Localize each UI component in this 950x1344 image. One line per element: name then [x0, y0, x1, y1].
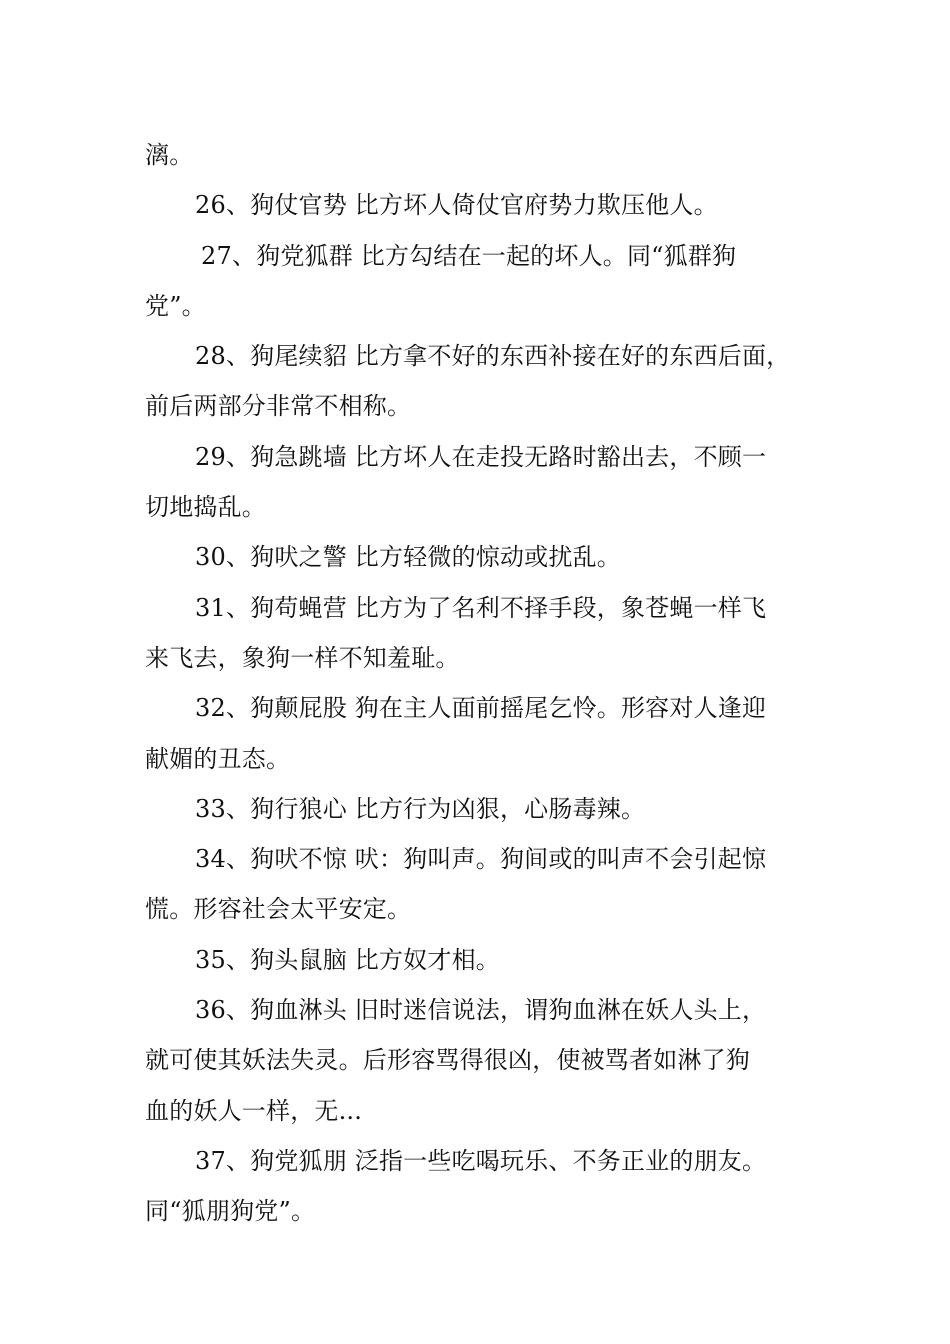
text-line: 血的妖人一样，无...: [145, 1096, 363, 1125]
text-line: 28、狗尾续貂 比方拿不好的东西补接在好的东西后面，: [195, 342, 791, 371]
text-line: 党”。: [145, 291, 206, 320]
text-line: 献媚的丑态。: [145, 744, 291, 773]
text-line: 31、狗苟蝇营 比方为了名利不择手段，象苍蝇一样飞: [195, 593, 767, 622]
text-line: 29、狗急跳墙 比方坏人在走投无路时豁出去，不顾一: [195, 442, 767, 471]
text-line: 37、狗党狐朋 泛指一些吃喝玩乐、不务正业的朋友。: [195, 1146, 767, 1175]
text-line: 同“狐朋狗党”。: [145, 1197, 316, 1226]
text-line: 26、狗仗官势 比方坏人倚仗官府势力欺压他人。: [195, 191, 718, 220]
document-body: [145, 130, 825, 1237]
text-line: 切地捣乱。: [145, 493, 266, 522]
text-line: 就可使其妖法失灵。后形容骂得很凶，使被骂者如淋了狗: [145, 1046, 750, 1075]
text-line: 36、狗血淋头 旧时迷信说法，谓狗血淋在妖人头上，: [195, 996, 767, 1025]
text-line: 前后两部分非常不相称。: [145, 392, 412, 421]
text-line: 34、狗吠不惊 吠：狗叫声。狗间或的叫声不会引起惊: [195, 845, 767, 874]
text-line: 27、狗党狐群 比方勾结在一起的坏人。同“狐群狗: [201, 241, 737, 270]
text-line: 慌。形容社会太平安定。: [145, 895, 412, 924]
text-line: 32、狗颠屁股 狗在主人面前摇尾乞怜。形容对人逢迎: [195, 694, 767, 723]
text-line: 漓。: [145, 141, 194, 169]
text-line: 33、狗行狼心 比方行为凶狠，心肠毒辣。: [195, 794, 646, 823]
text-line: 35、狗头鼠脑 比方奴才相。: [195, 945, 500, 974]
text-line: 30、狗吠之警 比方轻微的惊动或扰乱。: [195, 543, 621, 572]
text-line: 来飞去，象狗一样不知羞耻。: [145, 643, 460, 672]
